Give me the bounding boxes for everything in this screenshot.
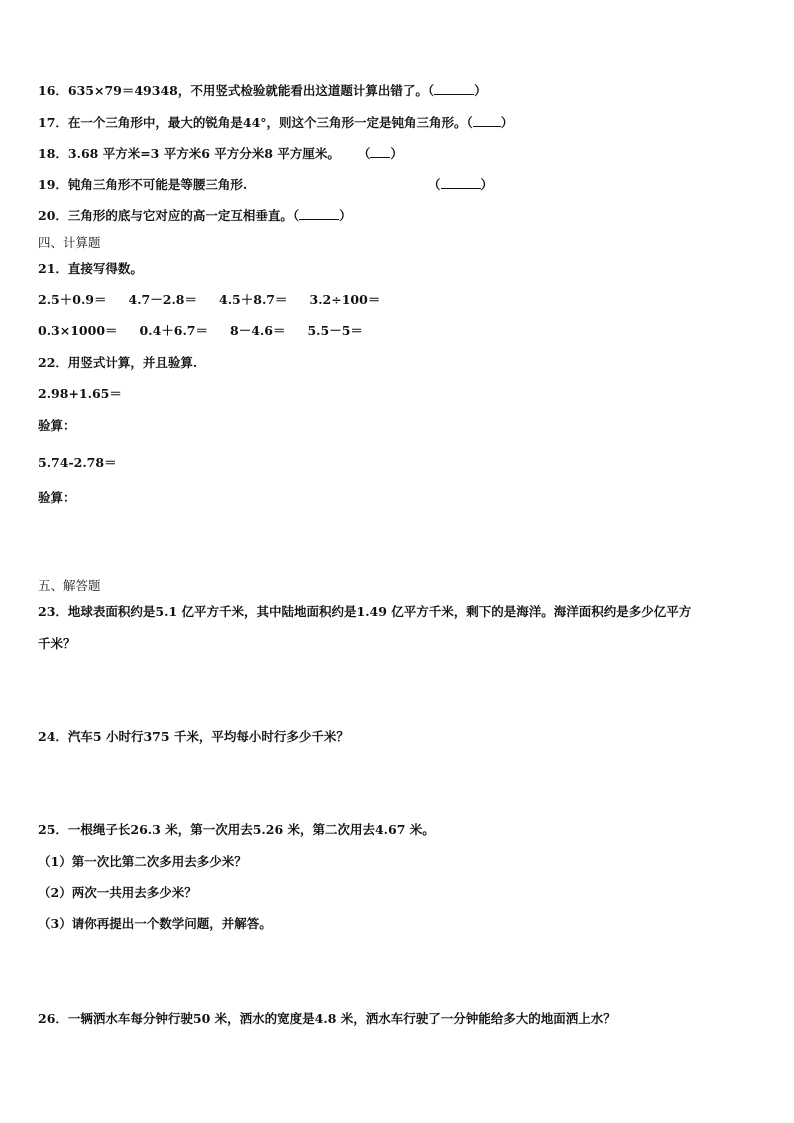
question-25: 25．一根绳子长26.3 米，第一次用去5.26 米，第二次用去4.67 米。	[38, 822, 435, 837]
section-title-calculation: 四、计算题	[38, 235, 101, 250]
question-19-bracket: （ ）	[428, 177, 494, 192]
question-23-line-2: 千米？	[38, 636, 76, 651]
vertical-calc-1: 2.98+1.65＝	[38, 386, 122, 401]
section-title-word-problems: 五、解答题	[38, 578, 101, 593]
question-25-part-2: （2）两次一共用去多少米？	[38, 885, 197, 900]
question-19: 19．钝角三角形不可能是等腰三角形.	[38, 177, 248, 192]
question-16: 16．635×79＝49348，不用竖式检验就能看出这道题计算出错了。（ ）	[38, 83, 487, 98]
check-label-1: 验算：	[38, 418, 76, 433]
answer-blank[interactable]	[434, 83, 474, 95]
answer-blank[interactable]	[441, 177, 481, 189]
question-22: 22．用竖式计算，并且验算.	[38, 355, 198, 370]
question-25-part-1: （1）第一次比第二次多用去多少米？	[38, 854, 247, 869]
question-26: 26．一辆洒水车每分钟行驶50 米，洒水的宽度是4.8 米，洒水车行驶了一分钟能给多大的地面洒上水？	[38, 1011, 616, 1026]
mental-math-row-2: 0.3×1000＝ 0.4＋6.7＝ 8－4.6＝ 5.5－5＝	[38, 323, 363, 338]
question-24: 24．汽车5 小时行375 千米，平均每小时行多少千米？	[38, 729, 349, 744]
question-21: 21．直接写得数。	[38, 261, 143, 276]
mental-math-row-1: 2.5＋0.9＝ 4.7－2.8＝ 4.5＋8.7＝ 3.2÷100＝	[38, 292, 381, 307]
answer-blank[interactable]	[370, 146, 390, 158]
vertical-calc-2: 5.74-2.78＝	[38, 455, 117, 470]
question-23-line-1: 23．地球表面积约是5.1 亿平方千米，其中陆地面积约是1.49 亿平方千米，剩下的是海洋。海洋面积约是多少亿平方	[38, 604, 692, 619]
question-20: 20．三角形的底与它对应的高一定互相垂直。（ ）	[38, 208, 352, 223]
check-label-2: 验算：	[38, 490, 76, 505]
question-17: 17．在一个三角形中，最大的锐角是44°，则这个三角形一定是钝角三角形。（ ）	[38, 115, 514, 130]
question-18: 18．3.68 平方米=3 平方米6 平方分米8 平方厘米。 （ ）	[38, 146, 403, 161]
question-25-part-3: （3）请你再提出一个数学问题，并解答。	[38, 916, 272, 931]
answer-blank[interactable]	[473, 115, 501, 127]
answer-blank[interactable]	[299, 208, 339, 220]
